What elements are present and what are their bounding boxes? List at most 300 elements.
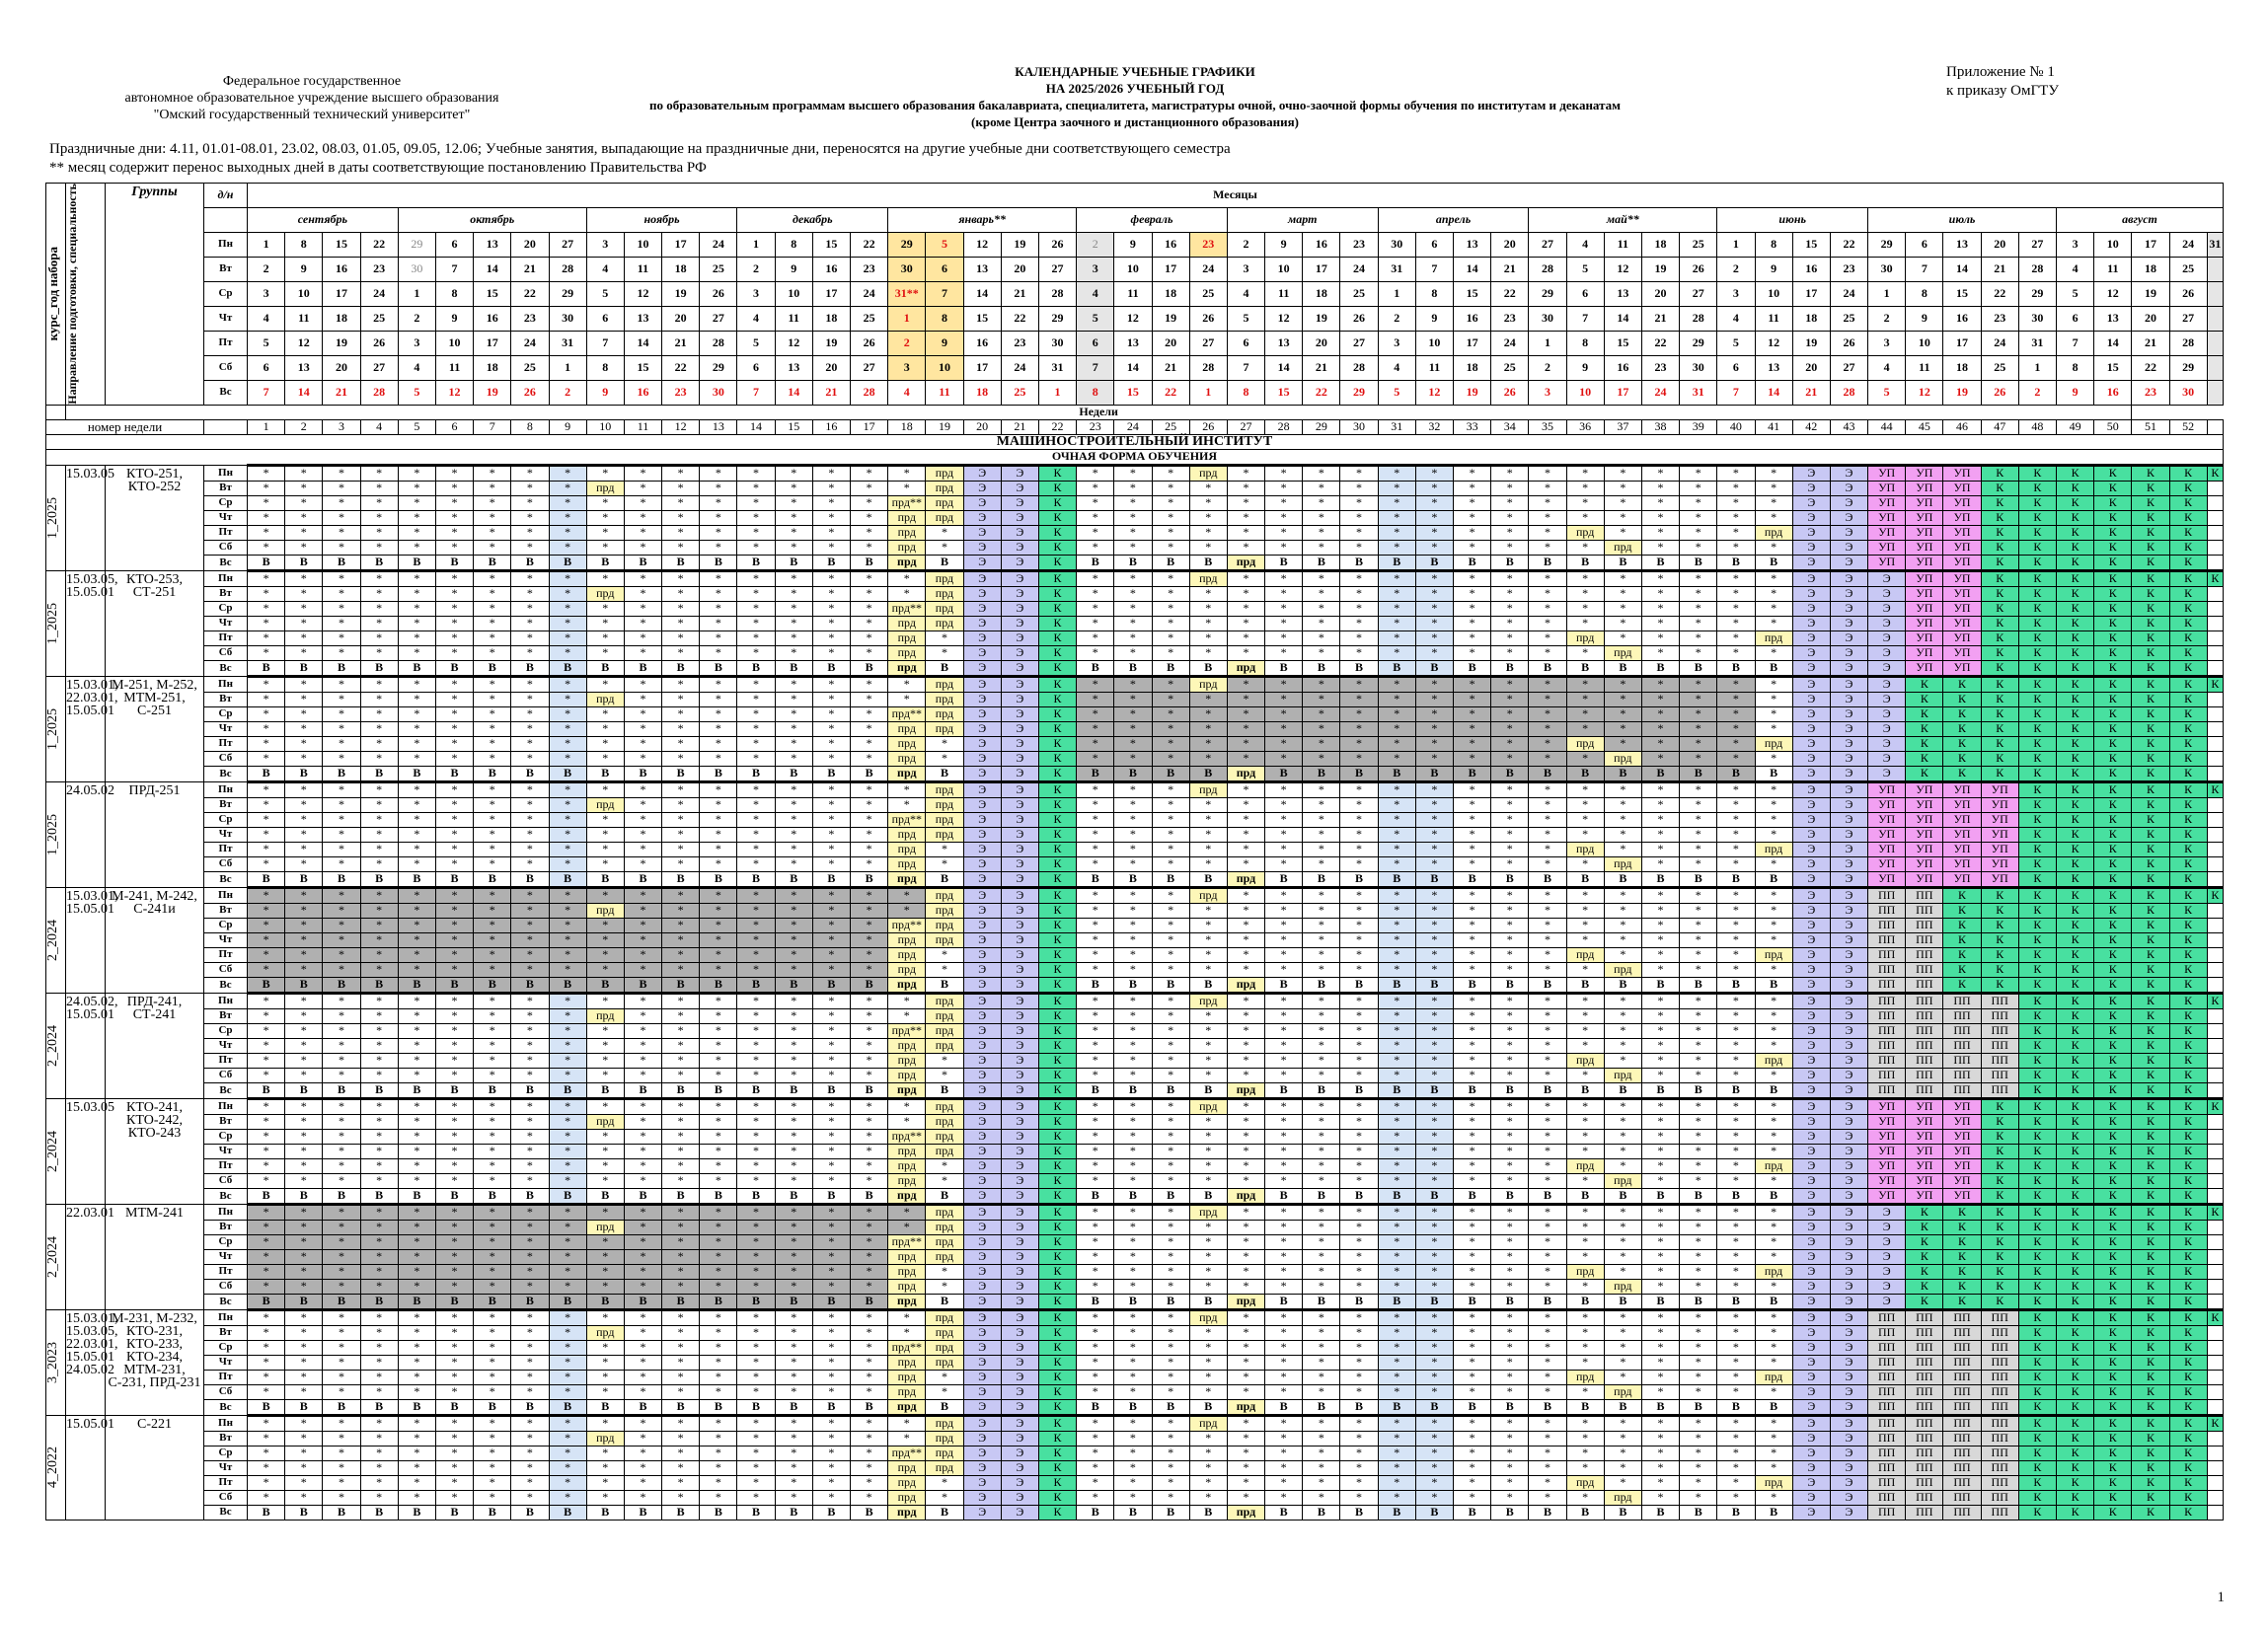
schedule-mark: * <box>323 827 360 842</box>
schedule-mark: * <box>700 736 737 751</box>
course-cell <box>46 993 66 1098</box>
schedule-mark: В <box>1265 1188 1303 1204</box>
schedule-mark: * <box>1189 1114 1227 1129</box>
schedule-mark: * <box>549 812 586 827</box>
schedule-mark: * <box>285 616 323 631</box>
schedule-mark: ПП <box>1943 1446 1981 1460</box>
calendar-date: 27 <box>1189 331 1227 355</box>
schedule-mark: Э <box>1868 1264 1906 1279</box>
schedule-mark: * <box>1378 645 1415 660</box>
schedule-mark: В <box>586 977 624 993</box>
schedule-mark: В <box>511 1505 549 1520</box>
schedule-mark: * <box>323 751 360 766</box>
schedule-mark: * <box>1491 721 1529 736</box>
schedule-mark: * <box>511 932 549 947</box>
schedule-mark: * <box>1717 1144 1755 1158</box>
schedule-mark: К <box>2207 1098 2223 1114</box>
schedule-mark: УП <box>1906 495 1943 510</box>
schedule-mark: В <box>323 1082 360 1098</box>
schedule-mark: * <box>323 525 360 540</box>
schedule-mark: * <box>1755 706 1792 721</box>
schedule-mark: * <box>812 781 850 797</box>
schedule-mark: прд <box>1755 1264 1792 1279</box>
day-label-0: Пн <box>204 1309 248 1325</box>
schedule-mark: ПП <box>1981 1446 2018 1460</box>
schedule-mark: * <box>1265 1068 1303 1082</box>
schedule-mark: Э <box>1792 1144 1830 1158</box>
schedule-mark: * <box>1566 510 1604 525</box>
schedule-mark: * <box>285 1220 323 1234</box>
schedule-mark: К <box>2132 692 2169 706</box>
day-label-2: Ср <box>204 601 248 616</box>
schedule-mark: * <box>285 676 323 692</box>
schedule-mark: Э <box>963 1129 1001 1144</box>
calendar-date: 17 <box>812 281 850 306</box>
schedule-mark: * <box>549 887 586 903</box>
schedule-mark: * <box>926 751 963 766</box>
calendar-date: 1 <box>1189 380 1227 405</box>
schedule-mark: прд <box>926 1415 963 1431</box>
calendar-date: 4 <box>1717 306 1755 331</box>
calendar-date: 7 <box>737 380 775 405</box>
schedule-mark: * <box>1529 525 1566 540</box>
calendar-date: 20 <box>511 232 549 257</box>
schedule-mark: В <box>285 1294 323 1309</box>
schedule-mark: В <box>248 1188 285 1204</box>
calendar-date: 30 <box>700 380 737 405</box>
schedule-mark: Э <box>1792 1475 1830 1490</box>
schedule-mark: * <box>775 932 812 947</box>
schedule-mark: * <box>624 481 661 495</box>
schedule-mark: К <box>2169 993 2207 1008</box>
schedule-mark: Э <box>1868 1220 1906 1234</box>
schedule-mark: * <box>1755 1415 1792 1431</box>
day-label-2: Ср <box>204 1023 248 1038</box>
schedule-mark: * <box>285 1279 323 1294</box>
schedule-mark: Э <box>1001 918 1038 932</box>
schedule-mark: Э <box>1830 736 1867 751</box>
schedule-mark: Э <box>963 616 1001 631</box>
calendar-date: 14 <box>474 257 511 281</box>
schedule-mark: В <box>1717 1082 1755 1098</box>
schedule-mark: * <box>360 495 398 510</box>
schedule-mark: В <box>926 555 963 570</box>
schedule-mark: * <box>1566 1490 1604 1505</box>
schedule-mark: * <box>248 1068 285 1082</box>
schedule-mark: Э <box>1830 1023 1867 1038</box>
schedule-mark: * <box>1227 962 1264 977</box>
schedule-mark: * <box>1303 692 1340 706</box>
schedule-mark: К <box>1943 692 1981 706</box>
schedule-mark: * <box>1265 842 1303 856</box>
schedule-mark: * <box>549 1053 586 1068</box>
calendar-date: 28 <box>360 380 398 405</box>
schedule-mark: * <box>700 1234 737 1249</box>
schedule-mark <box>2207 947 2223 962</box>
schedule-mark: * <box>662 1446 700 1460</box>
schedule-mark: * <box>1265 616 1303 631</box>
schedule-mark: прд <box>586 1431 624 1446</box>
schedule-mark: * <box>474 645 511 660</box>
schedule-mark <box>2207 586 2223 601</box>
schedule-mark: К <box>2169 1415 2207 1431</box>
schedule-mark: прд <box>926 1325 963 1340</box>
schedule-mark: * <box>1189 1038 1227 1053</box>
course-label: 1_2025 <box>45 496 60 539</box>
schedule-mark: * <box>1755 692 1792 706</box>
schedule-mark: В <box>1114 660 1152 676</box>
schedule-mark: * <box>1566 1114 1604 1129</box>
schedule-mark: * <box>775 993 812 1008</box>
schedule-mark: * <box>1340 692 1378 706</box>
schedule-mark: К <box>2057 932 2094 947</box>
schedule-mark: К <box>2132 601 2169 616</box>
schedule-mark: В <box>285 660 323 676</box>
schedule-mark: К <box>1943 977 1981 993</box>
schedule-mark: * <box>586 918 624 932</box>
schedule-mark: УП <box>1868 797 1906 812</box>
schedule-mark: ПП <box>1868 918 1906 932</box>
schedule-mark: * <box>1152 616 1189 631</box>
schedule-mark: Э <box>963 1234 1001 1249</box>
schedule-mark: * <box>1152 751 1189 766</box>
schedule-mark: В <box>474 1188 511 1204</box>
calendar-date: 21 <box>662 331 700 355</box>
schedule-mark: * <box>1340 1068 1378 1082</box>
schedule-mark: * <box>1641 1370 1679 1384</box>
schedule-mark: * <box>888 1431 926 1446</box>
schedule-mark: * <box>624 1144 661 1158</box>
schedule-mark <box>2207 1370 2223 1384</box>
calendar-date: 14 <box>285 380 323 405</box>
schedule-mark: * <box>1491 1068 1529 1082</box>
schedule-mark: * <box>662 481 700 495</box>
schedule-mark: * <box>1303 1129 1340 1144</box>
schedule-mark: К <box>2094 797 2132 812</box>
schedule-mark: * <box>398 1220 435 1234</box>
schedule-mark: * <box>1641 540 1679 555</box>
schedule-mark: * <box>1114 631 1152 645</box>
direction-codes: 24.05.02 <box>66 781 106 887</box>
schedule-mark: ПП <box>1868 932 1906 947</box>
calendar-date: 16 <box>323 257 360 281</box>
schedule-mark: * <box>1641 676 1679 692</box>
schedule-mark: К <box>2057 570 2094 586</box>
schedule-mark <box>2207 540 2223 555</box>
schedule-mark: К <box>2094 721 2132 736</box>
calendar-date: 7 <box>1906 257 1943 281</box>
schedule-mark: К <box>2169 977 2207 993</box>
schedule-mark: В <box>1114 1188 1152 1204</box>
schedule-mark: К <box>1943 1294 1981 1309</box>
schedule-mark: В <box>662 1399 700 1415</box>
schedule-mark: * <box>775 1355 812 1370</box>
schedule-mark: * <box>851 1144 888 1158</box>
calendar-date <box>2207 281 2223 306</box>
schedule-mark: * <box>360 887 398 903</box>
schedule-mark: К <box>2169 1446 2207 1460</box>
schedule-mark: * <box>1303 645 1340 660</box>
schedule-mark: * <box>435 1490 473 1505</box>
schedule-mark: * <box>1114 465 1152 481</box>
schedule-mark: В <box>1454 1505 1491 1520</box>
schedule-mark: ПП <box>1906 1415 1943 1431</box>
schedule-mark: * <box>700 1158 737 1173</box>
schedule-mark: * <box>1454 525 1491 540</box>
schedule-mark: прд <box>586 903 624 918</box>
schedule-mark: К <box>2132 1098 2169 1114</box>
schedule-mark: * <box>737 495 775 510</box>
schedule-mark: * <box>1340 887 1378 903</box>
calendar-date: 27 <box>2018 232 2056 257</box>
schedule-mark: В <box>1491 660 1529 676</box>
schedule-mark: В <box>1680 660 1717 676</box>
schedule-mark: * <box>1529 1173 1566 1188</box>
schedule-mark: Э <box>1001 495 1038 510</box>
schedule-mark: * <box>1265 903 1303 918</box>
schedule-mark: * <box>435 631 473 645</box>
schedule-mark: * <box>1415 947 1453 962</box>
schedule-mark: * <box>1415 993 1453 1008</box>
day-label-3: Чт <box>204 1460 248 1475</box>
schedule-mark: * <box>511 1158 549 1173</box>
schedule-mark: * <box>360 947 398 962</box>
schedule-mark: * <box>435 1234 473 1249</box>
schedule-mark: * <box>474 676 511 692</box>
schedule-mark: * <box>1265 1340 1303 1355</box>
schedule-mark: Э <box>963 887 1001 903</box>
schedule-mark: * <box>1604 1264 1641 1279</box>
form-title: ОЧНАЯ ФОРМА ОБУЧЕНИЯ <box>46 449 2224 465</box>
schedule-mark: К <box>2169 660 2207 676</box>
schedule-mark: * <box>1755 601 1792 616</box>
schedule-mark: * <box>360 1384 398 1399</box>
schedule-mark: * <box>775 1173 812 1188</box>
schedule-mark: * <box>1717 1340 1755 1355</box>
schedule-mark: * <box>1566 1279 1604 1294</box>
schedule-mark: К <box>2094 947 2132 962</box>
schedule-mark: * <box>549 842 586 856</box>
schedule-mark: * <box>1152 1008 1189 1023</box>
schedule-mark: В <box>1415 1082 1453 1098</box>
schedule-mark: * <box>323 465 360 481</box>
schedule-mark: К <box>2018 918 2056 932</box>
schedule-mark: * <box>1303 1415 1340 1431</box>
schedule-mark: В <box>1755 1294 1792 1309</box>
schedule-mark: В <box>1566 1082 1604 1098</box>
schedule-mark: К <box>2132 903 2169 918</box>
calendar-date: 15 <box>2094 355 2132 380</box>
schedule-mark: * <box>549 1370 586 1384</box>
schedule-mark: * <box>398 736 435 751</box>
schedule-mark: * <box>1454 1008 1491 1023</box>
schedule-mark: К <box>2057 887 2094 903</box>
schedule-mark: * <box>1152 736 1189 751</box>
schedule-mark: ПП <box>1943 1505 1981 1520</box>
schedule-mark: * <box>737 1053 775 1068</box>
schedule-mark: * <box>1415 1114 1453 1129</box>
schedule-mark: Э <box>1868 706 1906 721</box>
schedule-mark: * <box>1755 1279 1792 1294</box>
schedule-mark: * <box>700 1038 737 1053</box>
schedule-mark: УП <box>1906 616 1943 631</box>
schedule-mark: К <box>1038 781 1076 797</box>
schedule-mark: * <box>624 1038 661 1053</box>
calendar-date: 10 <box>2094 232 2132 257</box>
schedule-mark: * <box>1491 540 1529 555</box>
schedule-mark: * <box>1717 918 1755 932</box>
schedule-mark: * <box>624 751 661 766</box>
schedule-mark: УП <box>1906 1158 1943 1173</box>
schedule-mark: В <box>549 1188 586 1204</box>
schedule-mark: К <box>2169 1264 2207 1279</box>
schedule-mark: прд <box>586 1008 624 1023</box>
schedule-mark: * <box>812 918 850 932</box>
schedule-mark: * <box>586 1144 624 1158</box>
schedule-mark: В <box>1566 1399 1604 1415</box>
schedule-mark: В <box>323 1294 360 1309</box>
schedule-mark: ПП <box>1868 977 1906 993</box>
schedule-mark: * <box>1415 465 1453 481</box>
schedule-mark: * <box>737 856 775 871</box>
schedule-mark: В <box>1077 977 1114 993</box>
schedule-mark: Э <box>1001 1355 1038 1370</box>
schedule-mark: Э <box>963 660 1001 676</box>
schedule-mark: прд <box>888 1294 926 1309</box>
schedule-mark: * <box>1717 1023 1755 1038</box>
schedule-mark: * <box>737 1098 775 1114</box>
schedule-mark: * <box>1227 1325 1264 1340</box>
week-number: 18 <box>888 419 926 434</box>
schedule-mark: * <box>1227 932 1264 947</box>
schedule-mark: Э <box>963 736 1001 751</box>
schedule-mark: К <box>1906 1294 1943 1309</box>
schedule-mark: * <box>511 1370 549 1384</box>
schedule-mark: * <box>248 932 285 947</box>
schedule-mark: * <box>1077 1204 1114 1220</box>
schedule-mark: * <box>1454 751 1491 766</box>
schedule-mark: К <box>1038 1204 1076 1220</box>
schedule-mark: * <box>1303 903 1340 918</box>
day-label-2: Ср <box>204 1340 248 1355</box>
schedule-mark: УП <box>1906 631 1943 645</box>
schedule-mark: Э <box>1001 676 1038 692</box>
schedule-mark: * <box>1265 1415 1303 1431</box>
schedule-mark: К <box>2057 586 2094 601</box>
schedule-mark: * <box>1491 706 1529 721</box>
calendar-date: 28 <box>1038 281 1076 306</box>
schedule-mark: * <box>248 495 285 510</box>
schedule-mark: * <box>1604 1114 1641 1129</box>
schedule-mark: * <box>1641 1008 1679 1023</box>
schedule-mark: * <box>1454 993 1491 1008</box>
schedule-mark: УП <box>1868 856 1906 871</box>
schedule-mark: * <box>1641 481 1679 495</box>
schedule-mark: * <box>1227 1460 1264 1475</box>
schedule-mark: * <box>1415 1098 1453 1114</box>
schedule-mark: ПП <box>1906 1475 1943 1490</box>
schedule-mark: * <box>1717 932 1755 947</box>
schedule-mark: * <box>1755 797 1792 812</box>
schedule-mark: Э <box>1830 962 1867 977</box>
schedule-mark: * <box>1152 465 1189 481</box>
schedule-mark: * <box>474 1098 511 1114</box>
schedule-mark: К <box>2057 1114 2094 1129</box>
schedule-mark: * <box>888 692 926 706</box>
schedule-mark: В <box>511 1294 549 1309</box>
schedule-mark: Э <box>1868 601 1906 616</box>
appendix-note <box>1946 63 2144 101</box>
schedule-mark: К <box>1906 1220 1943 1234</box>
schedule-mark: К <box>2132 736 2169 751</box>
schedule-mark: * <box>1152 781 1189 797</box>
month-9: июнь <box>1717 207 1868 232</box>
schedule-mark: Э <box>1868 766 1906 781</box>
schedule-mark: ПП <box>1943 1068 1981 1082</box>
schedule-mark: УП <box>1906 827 1943 842</box>
calendar-date: 25 <box>1340 281 1378 306</box>
schedule-mark: * <box>1529 812 1566 827</box>
schedule-mark: К <box>1906 1204 1943 1220</box>
schedule-mark: * <box>700 1129 737 1144</box>
schedule-mark <box>2207 510 2223 525</box>
schedule-mark: * <box>1717 1446 1755 1460</box>
schedule-mark: В <box>1415 977 1453 993</box>
schedule-mark: К <box>2094 1446 2132 1460</box>
schedule-mark: * <box>662 1309 700 1325</box>
schedule-mark <box>2207 827 2223 842</box>
schedule-mark: * <box>586 887 624 903</box>
schedule-mark: * <box>1454 1431 1491 1446</box>
schedule-mark: * <box>1114 1129 1152 1144</box>
calendar-date: 12 <box>624 281 661 306</box>
schedule-mark: * <box>1641 1325 1679 1340</box>
schedule-mark: * <box>624 918 661 932</box>
schedule-mark: * <box>474 1279 511 1294</box>
schedule-mark: * <box>1755 1431 1792 1446</box>
schedule-mark: * <box>1491 1234 1529 1249</box>
schedule-mark: * <box>1755 962 1792 977</box>
schedule-mark: Э <box>963 1490 1001 1505</box>
schedule-mark: * <box>398 1415 435 1431</box>
schedule-mark: К <box>2057 781 2094 797</box>
schedule-mark: * <box>549 706 586 721</box>
schedule-mark: В <box>360 871 398 887</box>
schedule-mark: * <box>775 495 812 510</box>
schedule-mark: Э <box>963 1068 1001 1082</box>
week-number: 40 <box>1717 419 1755 434</box>
schedule-mark: Э <box>1792 1114 1830 1129</box>
schedule-mark: К <box>1943 736 1981 751</box>
schedule-mark: * <box>1454 510 1491 525</box>
schedule-mark: * <box>1265 1249 1303 1264</box>
schedule-mark: прд <box>1604 1068 1641 1082</box>
schedule-mark: К <box>1038 977 1076 993</box>
schedule-mark: * <box>1114 736 1152 751</box>
schedule-mark: * <box>1189 540 1227 555</box>
schedule-mark: прд <box>1227 766 1264 781</box>
schedule-mark: * <box>1680 1460 1717 1475</box>
schedule-mark: В <box>1114 1294 1152 1309</box>
schedule-mark: К <box>2132 1355 2169 1370</box>
schedule-mark: * <box>926 631 963 645</box>
schedule-mark: * <box>812 1446 850 1460</box>
schedule-mark: * <box>1227 676 1264 692</box>
schedule-mark: * <box>435 1309 473 1325</box>
schedule-mark: К <box>2057 1249 2094 1264</box>
schedule-mark: * <box>511 1098 549 1114</box>
schedule-mark: В <box>1566 766 1604 781</box>
